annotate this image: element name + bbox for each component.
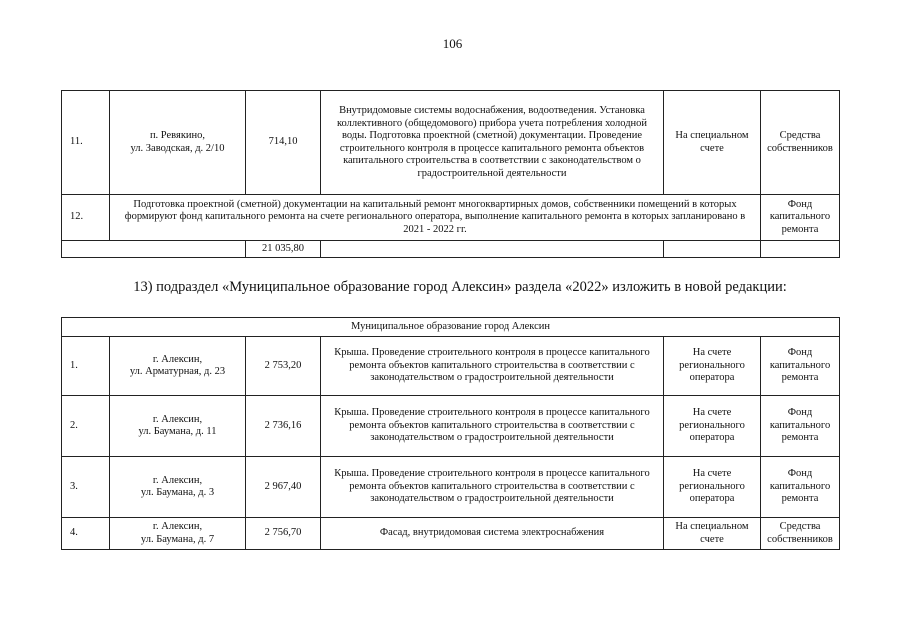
table-row [62,518,840,550]
work-description-cell: Крыша. Проведение строительного контроля в процессе капитального ремонта объектов капитального строительства в соответствии с законодательством о градостроительной деятельности [321,396,664,457]
row-number: 4. [62,518,110,550]
row-number: 1. [62,337,110,396]
table-row [62,337,840,396]
account-cell: На счете регионального оператора [664,396,761,457]
account-cell: На счете регионального оператора [664,457,761,518]
cost-cell: 2 967,40 [246,457,321,518]
funding-cell: Средства собственников [761,91,840,195]
cost-cell: 2 736,16 [246,396,321,457]
work-description-cell: Внутридомовые системы водоснабжения, водоотведения. Установка коллективного (общедомового) прибора учета потребления холодной воды. Подготовка проектной (сметной) документации. Проведение строительного контроля в процессе капитального ремонта объектов капитального строительства в соответствии с законодательством о градостроительной деятельности [321,91,664,195]
table-row [62,91,840,195]
address-line: ул. Баумана, д. 3 [140,487,215,498]
row-number: 3. [62,457,110,518]
empty-cell [664,241,761,258]
account-cell: На специальном счете [664,518,761,550]
cost-cell: 2 753,20 [246,337,321,396]
section-heading: 13) подраздел «Муниципальное образование город Алексин» раздела «2022» изложить в новой редакции: [133,279,787,295]
address-line: п. Ревякино, [149,130,206,141]
funding-cell: Фонд капитального ремонта [761,337,840,396]
funding-cell: Фонд капитального ремонта [761,195,840,241]
address-cell [110,396,246,457]
work-description-cell: Крыша. Проведение строительного контроля в процессе капитального ремонта объектов капитального строительства в соответствии с законодательством о градостроительной деятельности [321,457,664,518]
funding-cell: Фонд капитального ремонта [761,457,840,518]
table-title-row [62,318,840,337]
page-number: 106 [442,36,463,51]
address-cell [110,457,246,518]
account-cell: На специальном счете [664,91,761,195]
empty-cell [761,241,840,258]
address-line: ул. Арматурная, д. 23 [129,366,226,377]
address-line: г. Алексин, [152,474,203,486]
bottom-table [61,317,840,550]
empty-cell [321,241,664,258]
cost-cell: 714,10 [246,91,321,195]
row-number: 2. [62,396,110,457]
row-number: 12. [62,195,110,241]
account-cell: На счете регионального оператора [664,337,761,396]
address-line: г. Алексин, [152,353,203,365]
address-line: ул. Заводская, д. 2/10 [130,142,225,154]
address-cell [110,91,246,195]
top-table [61,90,840,258]
table-row [62,457,840,518]
table-row [62,396,840,457]
empty-cell [62,241,246,258]
funding-cell: Средства собственников [761,518,840,550]
cost-cell: 2 756,70 [246,518,321,550]
table-row [62,195,840,241]
table-title: Муниципальное образование город Алексин [62,318,840,337]
total-cost-cell: 21 035,80 [246,241,321,258]
address-line: ул. Баумана, д. 7 [140,533,215,545]
funding-cell: Фонд капитального ремонта [761,396,840,457]
address-line: г. Алексин, [152,413,203,425]
address-cell [110,518,246,550]
address-line: г. Алексин, [152,521,203,532]
address-line: ул. Баумана, д. 11 [138,426,217,437]
address-cell [110,337,246,396]
table-row-total [62,241,840,258]
row-number: 11. [62,91,110,195]
work-description-cell: Фасад, внутридомовая система электроснабжения [321,518,664,550]
description-cell: Подготовка проектной (сметной) документации на капитальный ремонт многоквартирных домов, собственники помещений в которых формируют фонд капитального ремонта на счете регионального оператора, выполнение капитального ремонта в которых запланировано в 2021 - 2022 гг. [110,195,761,241]
work-description-cell: Крыша. Проведение строительного контроля в процессе капитального ремонта объектов капитального строительства в соответствии с законодательством о градостроительной деятельности [321,337,664,396]
